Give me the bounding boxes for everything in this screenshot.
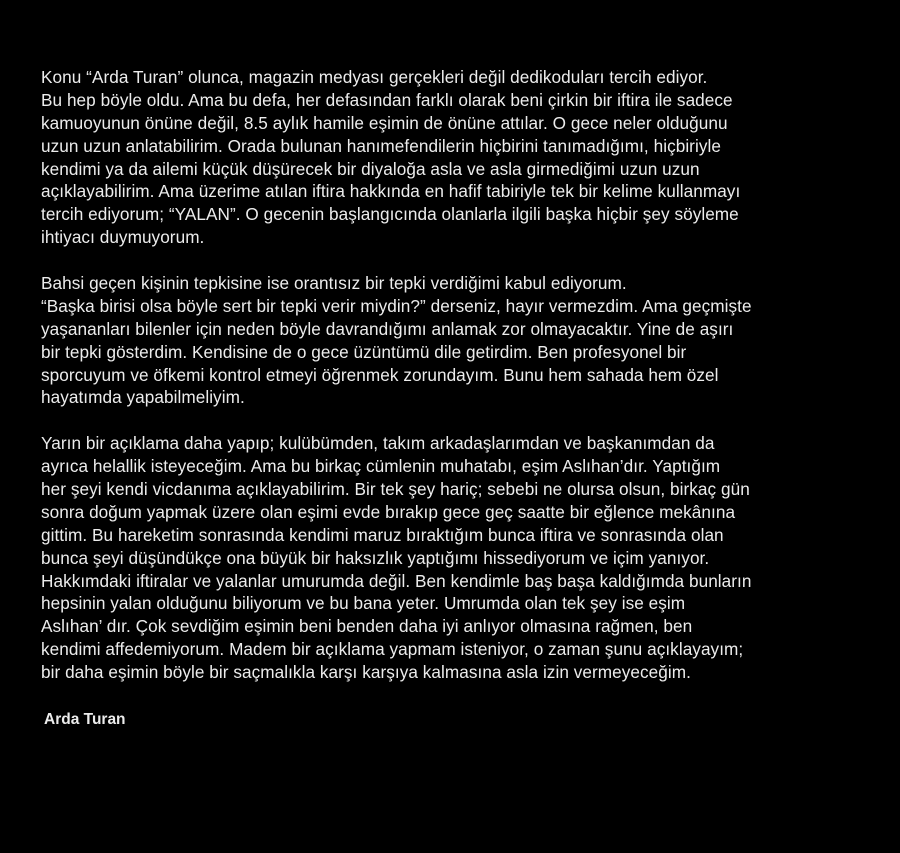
text-line: Aslıhan’ dır. Çok sevdiğim eşimin beni benden daha iyi anlıyor olmasına rağmen, ben: [41, 616, 693, 637]
text-line: bir daha eşimin böyle bir saçmalıkla karşı karşıya kalmasına asla izin vermeyeceğim.: [41, 662, 691, 683]
text-line: ihtiyacı duymuyorum.: [41, 227, 205, 248]
text-line: hepsinin yalan olduğunu biliyorum ve bu bana yeter. Umrumda olan tek şey ise eşim: [41, 593, 686, 614]
text-line: ayrıca helallik isteyeceğim. Ama bu birkaç cümlenin muhatabı, eşim Aslıhan’dır. Yaptığım: [41, 456, 721, 477]
text-line: sonra doğum yapmak üzere olan eşimi evde bırakıp gece geç saatte bir eğlence mekânına: [41, 501, 736, 522]
statement-paragraph-3: [41, 432, 876, 684]
text-line: Bu hep böyle oldu. Ama bu defa, her defasından farklı olarak beni çirkin bir iftira ile sadece: [41, 89, 733, 110]
text-line: Konu “Arda Turan” olunca, magazin medyası gerçekleri değil dedikoduları tercih ediyor.: [41, 67, 708, 87]
statement-paragraph-1: [41, 66, 876, 249]
text-line: Bahsi geçen kişinin tepkisine ise orantısız bir tepki verdiğimi kabul ediyorum.: [41, 273, 627, 294]
text-line: sporcuyum ve öfkemi kontrol etmeyi öğrenmek zorundayım. Bunu hem sahada hem özel: [41, 364, 719, 385]
text-line: hayatımda yapabilmeliyim.: [41, 387, 245, 408]
text-line: bir tepki gösterdim. Kendisine de o gece üzüntümü dile getirdim. Ben profesyonel bir: [41, 341, 687, 362]
text-line: tercih ediyorum; “YALAN”. O gecenin başlangıcında olanlarla ilgili başka hiçbir şey söyleme: [41, 204, 739, 225]
text-line: gittim. Bu hareketim sonrasında kendimi maruz bıraktığım bunca iftira ve sonrasında olan: [41, 524, 724, 545]
text-line: kamuoyunun önüne değil, 8.5 aylık hamile eşimin de önüne attılar. O gece neler olduğunu: [41, 112, 728, 133]
text-line: kendimi ya da ailemi küçük düşürecek bir diyaloğa asla ve asla girmediğimi uzun uzun: [41, 158, 700, 179]
text-line: Hakkımdaki iftiralar ve yalanlar umurumda değil. Ben kendimle baş başa kaldığımda bunların: [41, 570, 752, 591]
statement-body: [41, 66, 876, 730]
text-line: açıklayabilirim. Ama üzerime atılan iftira hakkında en hafif tabiriyle tek bir kelime kullanmayı: [41, 181, 741, 202]
text-line: “Başka birisi olsa böyle sert bir tepki verir miydin?” derseniz, hayır vermezdim. Ama geçmişte: [41, 295, 752, 316]
text-line: yaşananları bilenler için neden böyle davrandığımı anlamak zor olmayacaktır. Yine de aşırı: [41, 318, 734, 339]
text-line: Yarın bir açıklama daha yapıp; kulübümden, takım arkadaşlarımdan ve başkanımdan da: [41, 433, 715, 454]
text-line: uzun uzun anlatabilirim. Orada bulunan hanımefendilerin hiçbirini tanımadığımı, hiçbiriyle: [41, 135, 721, 156]
signature: Arda Turan: [44, 711, 126, 729]
text-line: her şeyi kendi vicdanıma açıklayabilirim. Bir tek şey hariç; sebebi ne olursa olsun, birkaç gün: [41, 479, 750, 500]
text-line: bunca şeyi düşündükçe ona büyük bir haksızlık yaptığımı hissediyorum ve içim yanıyor.: [41, 547, 710, 568]
statement-paragraph-2: [41, 272, 876, 409]
text-line: kendimi affedemiyorum. Madem bir açıklama yapmam isteniyor, o zaman şunu açıklayayım;: [41, 639, 744, 660]
